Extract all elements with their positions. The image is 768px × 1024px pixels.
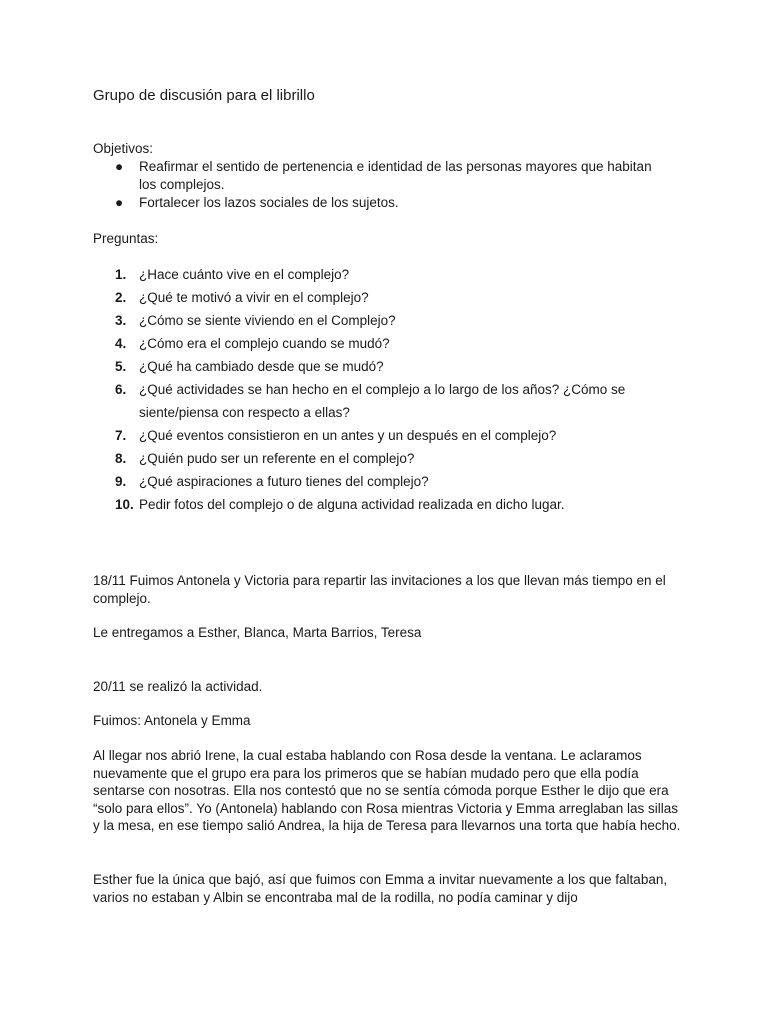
pregunta-text: ¿Cómo se siente viviendo en el Complejo? <box>139 313 396 328</box>
preguntas-list <box>93 263 663 516</box>
bullet-icon: ● <box>115 195 124 210</box>
pregunta-text: ¿Quién pudo ser un referente en el complejo? <box>139 451 415 466</box>
pregunta-item <box>93 447 663 470</box>
paragraph-reparto: 18/11 Fuimos Antonela y Victoria para repartir las invitaciones a los que llevan más tiempo en el complejo. <box>93 573 666 606</box>
pregunta-item <box>93 378 663 424</box>
objetivos-list <box>93 158 653 212</box>
pregunta-number: 4. <box>115 336 127 351</box>
pregunta-number: 5. <box>115 359 127 374</box>
pregunta-number: 7. <box>115 428 127 443</box>
pregunta-item <box>93 309 663 332</box>
paragraph-actividad: 20/11 se realizó la actividad. <box>93 679 263 694</box>
objetivos-label: Objetivos: <box>93 141 154 156</box>
pregunta-number: 8. <box>115 451 127 466</box>
objetivo-item <box>93 194 653 212</box>
pregunta-number: 2. <box>115 290 127 305</box>
pregunta-number: 9. <box>115 474 127 489</box>
pregunta-number: 3. <box>115 313 127 328</box>
pregunta-item <box>93 263 663 286</box>
paragraph-asistentes: Fuimos: Antonela y Emma <box>93 713 251 728</box>
objetivo-item <box>93 158 653 194</box>
pregunta-item <box>93 493 663 516</box>
preguntas-label: Preguntas: <box>93 231 159 246</box>
objetivo-text: Fortalecer los lazos sociales de los sujetos. <box>139 195 399 210</box>
pregunta-text: ¿Hace cuánto vive en el complejo? <box>139 267 350 282</box>
pregunta-item <box>93 332 663 355</box>
bullet-icon: ● <box>115 159 124 174</box>
pregunta-number: 10. <box>115 497 134 512</box>
pregunta-item <box>93 355 663 378</box>
pregunta-text: ¿Qué actividades se han hecho en el complejo a lo largo de los años? ¿Cómo se siente/piensa con respecto a ellas? <box>139 382 626 420</box>
pregunta-text: ¿Qué eventos consistieron en un antes y un después en el complejo? <box>139 428 557 443</box>
pregunta-text: ¿Cómo era el complejo cuando se mudó? <box>139 336 390 351</box>
pregunta-number: 6. <box>115 382 127 397</box>
paragraph-invitacion: Esther fue la única que bajó, así que fuimos con Emma a invitar nuevamente a los que faltaban, varios no estaban y Albin se encontraba mal de la rodilla, no podía caminar y dijo <box>93 872 668 905</box>
pregunta-text: Pedir fotos del complejo o de alguna actividad realizada en dicho lugar. <box>139 497 565 512</box>
objetivo-text: Reafirmar el sentido de pertenencia e identidad de las personas mayores que habitan los complejos. <box>139 159 652 192</box>
paragraph-llegada: Al llegar nos abrió Irene, la cual estaba hablando con Rosa desde la ventana. Le aclaramos nuevamente que el grupo era para los primeros que se habían mudado pero que ella podía sentarse con nosotras. Ella nos contestó que no se sentía cómoda porque Esther le dijo que era “solo para ellos”. Yo (Antonela) hablando con Rosa mientras Victoria y Emma arreglaban las sillas y la mesa, en ese tiempo salió Andrea, la hija de Teresa para llevarnos una torta que había hecho. <box>93 748 681 833</box>
pregunta-text: ¿Qué aspiraciones a futuro tienes del complejo? <box>139 474 429 489</box>
pregunta-item <box>93 424 663 447</box>
paragraph-entrega: Le entregamos a Esther, Blanca, Marta Barrios, Teresa <box>93 625 422 640</box>
document-title: Grupo de discusión para el librillo <box>93 87 315 104</box>
pregunta-item <box>93 470 663 493</box>
pregunta-text: ¿Qué ha cambiado desde que se mudó? <box>139 359 384 374</box>
pregunta-number: 1. <box>115 267 127 282</box>
pregunta-item <box>93 286 663 309</box>
pregunta-text: ¿Qué te motivó a vivir en el complejo? <box>139 290 369 305</box>
